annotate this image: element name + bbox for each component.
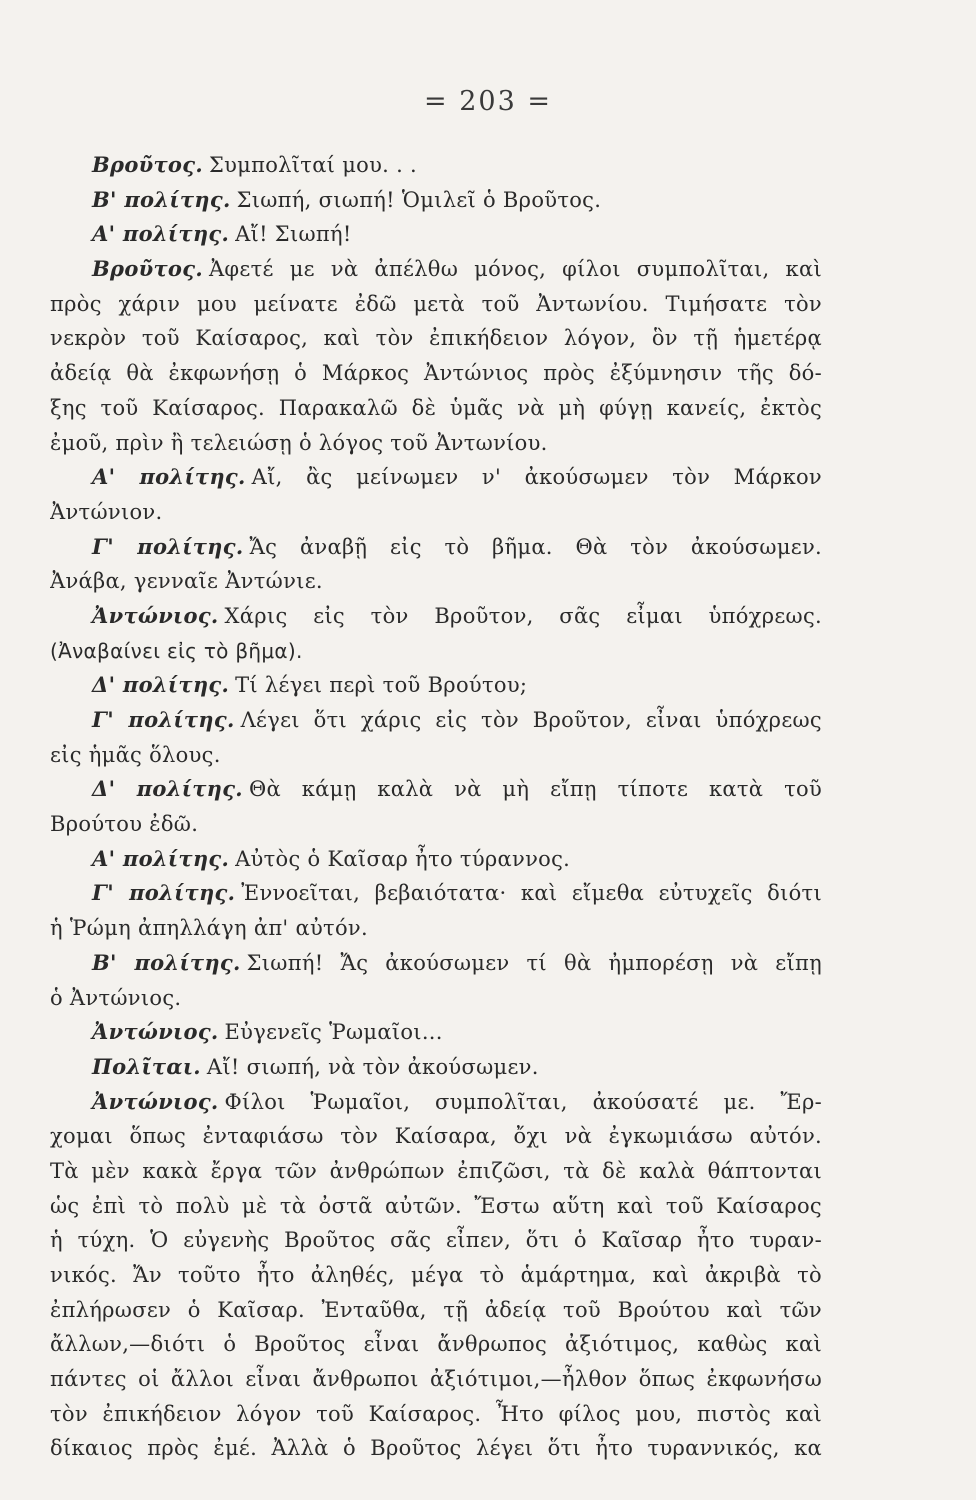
line-text: Αἴ! σιωπή, νὰ τὸν ἀκούσωμεν. (206, 1054, 539, 1079)
text-line (50, 1293, 822, 1328)
line-text: Ἄς ἀναβῇ εἰς τὸ βῆμα. Θὰ τὸν ἀκούσωμεν. (249, 534, 822, 559)
speaker-name: Β' πολίτης. (92, 949, 241, 975)
line-text: Εὐγενεῖς Ῥωμαῖοι... (224, 1020, 443, 1045)
text-line (50, 599, 822, 634)
text-line (50, 426, 822, 461)
text-line (50, 1015, 822, 1050)
line-text: Τί λέγει περὶ τοῦ Βρούτου; (235, 673, 528, 698)
text-line (50, 668, 822, 703)
text-body (50, 148, 822, 1466)
speaker-name: Δ' πολίτης. (92, 672, 230, 698)
text-line (50, 703, 822, 738)
speaker-name: Ἀντώνιος. (92, 1019, 219, 1045)
text-line (50, 842, 822, 877)
text-line (50, 1050, 822, 1085)
line-text: Ἀντώνιον. (50, 499, 163, 524)
text-line (50, 772, 822, 807)
text-line (50, 252, 822, 287)
speaker-name: Γ' πολίτης. (92, 707, 235, 732)
text-line (50, 564, 822, 599)
line-text: ἐπλήρωσεν ὁ Καῖσαρ. Ἐνταῦθα, τῇ ἀδείᾳ τοῦ Βρούτου καὶ τῶν (50, 1297, 822, 1322)
line-text: εἰς ἡμᾶς ὅλους. (50, 742, 221, 767)
speaker-name: Βροῦτος. (92, 152, 203, 177)
line-text: δίκαιος πρὸς ἐμέ. Ἀλλὰ ὁ Βροῦτος λέγει ὅτι ἦτο τυραννικός, κα (50, 1436, 822, 1461)
text-line (50, 287, 822, 322)
line-text: Ἀφετέ με νὰ ἀπέλθω μόνος, φίλοι συμπολῖται, καὶ (208, 257, 822, 282)
line-text: ὁ Ἀντώνιος. (50, 985, 182, 1010)
speaker-name: Ἀντώνιος. (92, 602, 219, 628)
line-text: ἡ τύχη. Ὁ εὐγενὴς Βροῦτος σᾶς εἶπεν, ὅτι ὁ Καῖσαρ ἦτο τυραν- (50, 1228, 822, 1253)
line-text: πρὸς χάριν μου μείνατε ἐδῶ μετὰ τοῦ Ἀντωνίου. Τιμήσατε τὸν (50, 291, 822, 316)
text-line (50, 1119, 822, 1154)
text-line (50, 1431, 822, 1466)
text-line (50, 1362, 822, 1397)
text-line (50, 356, 822, 391)
text-line (50, 460, 822, 495)
text-line (50, 530, 822, 565)
text-line (50, 946, 822, 981)
text-line (50, 1327, 822, 1362)
line-text: νεκρὸν τοῦ Καίσαρος, καὶ τὸν ἐπικήδειον λόγον, ὃν τῇ ἡμετέρᾳ (50, 326, 822, 351)
line-text: ὡς ἐπὶ τὸ πολὺ μὲ τὰ ὀστᾶ αὐτῶν. Ἔστω αὕτη καὶ τοῦ Καίσαρος (50, 1193, 822, 1218)
text-line (50, 634, 822, 669)
speaker-name: Γ' πολίτης. (92, 880, 236, 906)
line-text: Χάρις εἰς τὸν Βροῦτον, σᾶς εἶμαι ὑπόχρεως. (224, 603, 822, 628)
line-text: Ἀνάβα, γενναῖε Ἀντώνιε. (50, 569, 323, 594)
line-text: Αἴ, ἂς μείνωμεν ν' ἀκούσωμεν τὸν Μάρκον (251, 465, 822, 490)
line-text: Σιωπή, σιωπή! Ὁμιλεῖ ὁ Βροῦτος. (236, 187, 602, 212)
text-line (50, 495, 822, 530)
speaker-name: Βροῦτος. (92, 256, 203, 282)
line-text: χομαι ὅπως ἐνταφιάσω τὸν Καίσαρα, ὄχι νὰ ἐγκωμιάσω αὐτόν. (50, 1124, 822, 1149)
line-text: Αὐτὸς ὁ Καῖσαρ ἦτο τύραννος. (235, 846, 571, 871)
line-text: Θὰ κάμῃ καλὰ νὰ μὴ εἴπῃ τίποτε κατὰ τοῦ (248, 777, 822, 802)
line-text: πάντες οἱ ἄλλοι εἶναι ἄνθρωποι ἀξιότιμοι,—ἦλθον ὅπως ἐκφωνήσω (50, 1367, 822, 1392)
text-line (50, 1397, 822, 1432)
text-line (50, 911, 822, 946)
line-text: ἄλλων,—διότι ὁ Βροῦτος εἶναι ἄνθρωπος ἀξιότιμος, καθὼς καὶ (50, 1332, 822, 1357)
text-line (50, 738, 822, 773)
line-text: Συμπολῖταί μου. . . (208, 153, 418, 177)
text-line (50, 321, 822, 356)
text-line (50, 1258, 822, 1293)
line-text: Βρούτου ἐδῶ. (50, 812, 199, 837)
line-text: Σιωπή! Ἄς ἀκούσωμεν τί θὰ ἠμπορέσῃ νὰ εἴπῃ (246, 950, 822, 975)
speaker-name: Α' πολίτης. (92, 221, 230, 247)
text-line (50, 876, 822, 911)
speaker-name: Γ' πολίτης. (92, 533, 244, 559)
line-text: ἀδείᾳ θὰ ἐκφωνήσῃ ὁ Μάρκος Ἀντώνιος πρὸς ἐξύμνησιν τῆς δό- (50, 361, 822, 386)
speaker-name: Β' πολίτης. (92, 186, 231, 212)
text-line (50, 807, 822, 842)
speaker-name: Δ' πολίτης. (92, 776, 243, 802)
line-text: τὸν ἐπικήδειον λόγον τοῦ Καίσαρος. Ἦτο φίλος μου, πιστὸς καὶ (50, 1401, 822, 1426)
text-line (50, 1085, 822, 1120)
text-line (50, 217, 822, 252)
line-text: Τὰ μὲν κακὰ ἔργα τῶν ἀνθρώπων ἐπιζῶσι, τὰ δὲ καλὰ θάπτονται (50, 1158, 822, 1183)
line-text: Λέγει ὅτι χάρις εἰς τὸν Βροῦτον, εἶναι ὑπόχρεως (240, 708, 822, 732)
line-text: ἐμοῦ, πρὶν ἢ τελειώσῃ ὁ λόγος τοῦ Ἀντωνίου. (50, 430, 548, 455)
text-line (50, 183, 822, 218)
text-line (50, 1223, 822, 1258)
speaker-name: Α' πολίτης. (92, 464, 246, 490)
line-text: Ἐννοεῖται, βεβαιότατα· καὶ εἴμεθα εὐτυχεῖς διότι (241, 881, 822, 906)
line-text: Φίλοι Ῥωμαῖοι, συμπολῖται, ἀκούσατέ με. Ἔρ- (224, 1089, 822, 1114)
line-text: Αἴ! Σιωπή! (235, 222, 352, 247)
text-line (50, 391, 822, 426)
speaker-name: Α' πολίτης. (92, 845, 230, 871)
page-number: = 203 = (424, 86, 552, 117)
line-text: ἡ Ῥώμη ἀπηλλάγη ἀπ' αὐτόν. (50, 916, 368, 941)
line-text: (Ἀναβαίνει εἰς τὸ βῆμα). (50, 638, 303, 663)
line-text: ξης τοῦ Καίσαρος. Παρακαλῶ δὲ ὑμᾶς νὰ μὴ φύγῃ κανείς, ἐκτὸς (50, 395, 822, 420)
text-line (50, 1189, 822, 1224)
text-line (50, 148, 822, 183)
speaker-name: Ἀντώνιος. (92, 1088, 219, 1114)
line-text: νικός. Ἄν τοῦτο ἦτο ἀληθές, μέγα τὸ ἁμάρτημα, καὶ ἀκριβὰ τὸ (50, 1263, 822, 1287)
speaker-name: Πολῖται. (92, 1053, 201, 1079)
text-line (50, 981, 822, 1016)
text-line (50, 1154, 822, 1189)
